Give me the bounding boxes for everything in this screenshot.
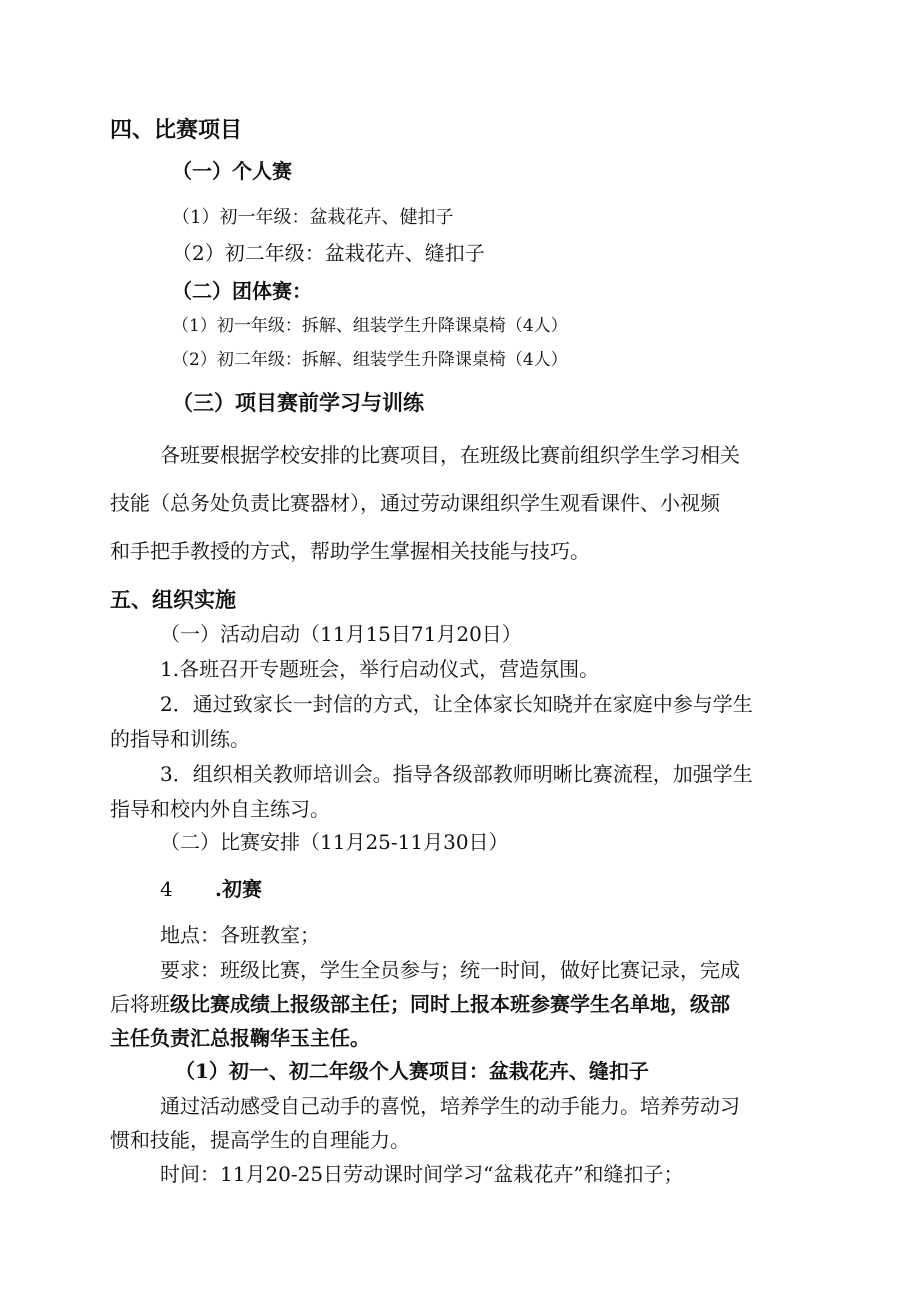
prelim-number: 4 xyxy=(160,877,173,901)
individual-contest-heading: （一）个人赛 xyxy=(172,159,292,183)
time-line: 时间：11月20-25日劳动课时间学习“盆栽花卉”和缝扣子； xyxy=(160,1162,684,1186)
individual-item-grade2: （2）初二年级：盆栽花卉、缝扣子 xyxy=(172,241,485,265)
requirement-line-2 xyxy=(110,991,730,1017)
section-5-heading: 五、组织实施 xyxy=(110,587,236,612)
launch-heading: （一）活动启动（11月15日71月20日） xyxy=(160,622,522,646)
location-line: 地点：各班教室； xyxy=(160,923,320,947)
requirement-line: 要求：班级比赛，学生全员参与；统一时间，做好比赛记录，完成 xyxy=(160,958,740,982)
launch-item-2-continued: 的指导和训练。 xyxy=(110,727,250,751)
training-paragraph-line: 技能（总务处负责比赛器材），通过劳动课组织学生观看课件、小视频 xyxy=(110,491,720,515)
team-item-grade1: （1）初一年级：拆解、组装学生升降课桌椅（4人） xyxy=(172,316,568,336)
project-1-heading: （1）初一、初二年级个人赛项目：盆栽花卉、缝扣子 xyxy=(175,1059,649,1083)
training-paragraph-line: 各班要根据学校安排的比赛项目，在班级比赛前组织学生学习相关 xyxy=(160,443,740,467)
launch-item-2: 2．通过致家长一封信的方式，让全体家长知晓并在家庭中参与学生 xyxy=(160,692,753,716)
team-item-grade2: （2）初二年级：拆解、组装学生升降课桌椅（4人） xyxy=(172,350,568,370)
purpose-line: 通过活动感受自己动手的喜悦，培养学生的动手能力。培养劳动习 xyxy=(160,1094,740,1118)
team-contest-heading: （二）团体赛： xyxy=(172,279,312,303)
launch-item-3: 3．组织相关教师培训会。指导各级部教师明晰比赛流程，加强学生 xyxy=(160,762,753,786)
individual-item-grade1: （1）初一年级：盆栽花卉、健扣子 xyxy=(172,207,454,228)
section-4-heading: 四、比赛项目 xyxy=(110,117,243,143)
launch-item-3-continued: 指导和校内外自主练习。 xyxy=(110,797,330,821)
requirement-bold-text: 级比赛成绩上报级部主任；同时上报本班参赛学生名单地，级部 xyxy=(170,992,730,1016)
requirement-line-3: 主任负责汇总报鞠华玉主任。 xyxy=(110,1026,370,1050)
prelim-title: .初赛 xyxy=(215,877,262,901)
requirement-plain-text: 后将班 xyxy=(110,992,170,1016)
training-paragraph-line: 和手把手教授的方式，帮助学生掌握相关技能与技巧。 xyxy=(110,539,590,563)
schedule-heading: （二）比赛安排（11月25-11月30日） xyxy=(160,830,509,854)
training-heading: （三）项目赛前学习与训练 xyxy=(172,390,424,415)
purpose-line-2: 惯和技能，提高学生的自理能力。 xyxy=(110,1128,410,1152)
launch-item-1: 1.各班召开专题班会，举行启动仪式，营造氛围。 xyxy=(160,657,600,681)
